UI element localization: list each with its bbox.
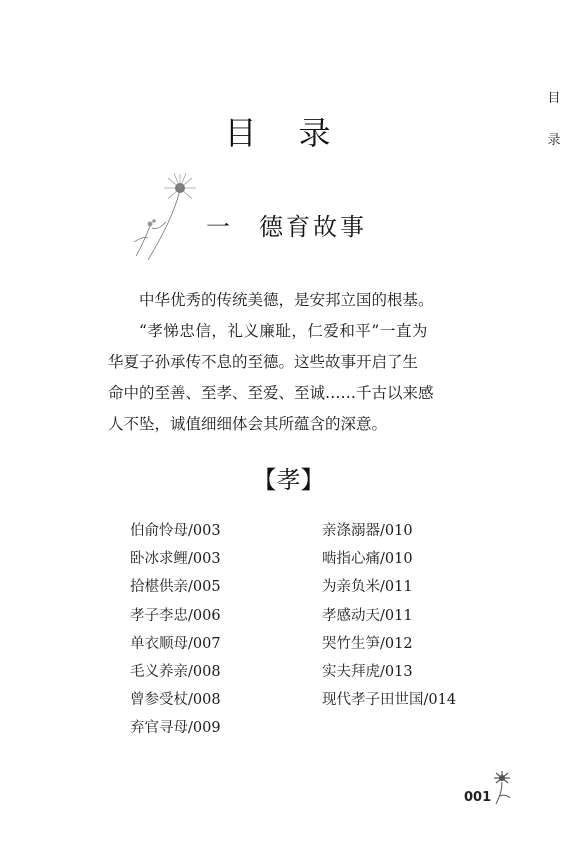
page-number: 001 [464, 790, 492, 805]
toc-entry[interactable]: 孝感动天/011 [322, 607, 413, 624]
toc-entry[interactable]: 卧冰求鲤/003 [130, 551, 221, 568]
toc-entry[interactable]: 拾椹供亲/005 [130, 579, 221, 596]
intro-line-4: 命中的至善、至孝、至爱、至诚……千古以来感 [108, 384, 434, 402]
toc-entry[interactable]: 弃官寻母/009 [130, 720, 221, 737]
toc-entry[interactable]: 伯俞怜母/003 [130, 523, 221, 539]
toc-entry[interactable]: 啮指心痛/010 [322, 551, 413, 568]
section-title: 德育故事 [259, 213, 367, 241]
dandelion-flower-icon [122, 168, 202, 264]
toc-entry[interactable]: 实夫拜虎/013 [322, 664, 413, 681]
intro-line-1: 中华优秀的传统美德，是安邦立国的根基。 [139, 291, 434, 309]
running-header-char-2: 录 [547, 133, 561, 148]
intro-paragraph [108, 285, 448, 440]
section-number: 一 [206, 213, 233, 241]
running-header-char-1: 目 [547, 91, 561, 106]
toc-entry[interactable]: 现代孝子田世国/014 [322, 692, 457, 709]
toc-entry[interactable]: 单衣顺母/007 [130, 635, 221, 652]
toc-column-left [130, 517, 221, 743]
toc-entry[interactable]: 为亲负米/011 [322, 579, 413, 596]
intro-line-2: “孝悌忠信，礼义廉耻，仁爱和平”一直为 [139, 322, 428, 340]
page-title: 目录 [224, 114, 373, 152]
intro-line-3: 华夏子孙承传不息的至德。这些故事开启了生 [108, 353, 419, 371]
toc-entry[interactable]: 亲涤溺器/010 [322, 523, 413, 539]
intro-line-5: 人不坠，诚值细细体会其所蕴含的深意。 [108, 415, 388, 433]
toc-column-right [322, 517, 456, 714]
toc-entry[interactable]: 毛义养亲/008 [130, 664, 221, 681]
section-heading [206, 207, 367, 242]
category-heading: 【孝】 [252, 466, 325, 494]
toc-entry[interactable]: 哭竹生笋/012 [322, 635, 413, 652]
toc-entry[interactable]: 曾参受杖/008 [130, 692, 221, 709]
toc-entry[interactable]: 孝子李忠/006 [130, 607, 221, 624]
small-flower-icon [490, 770, 514, 806]
